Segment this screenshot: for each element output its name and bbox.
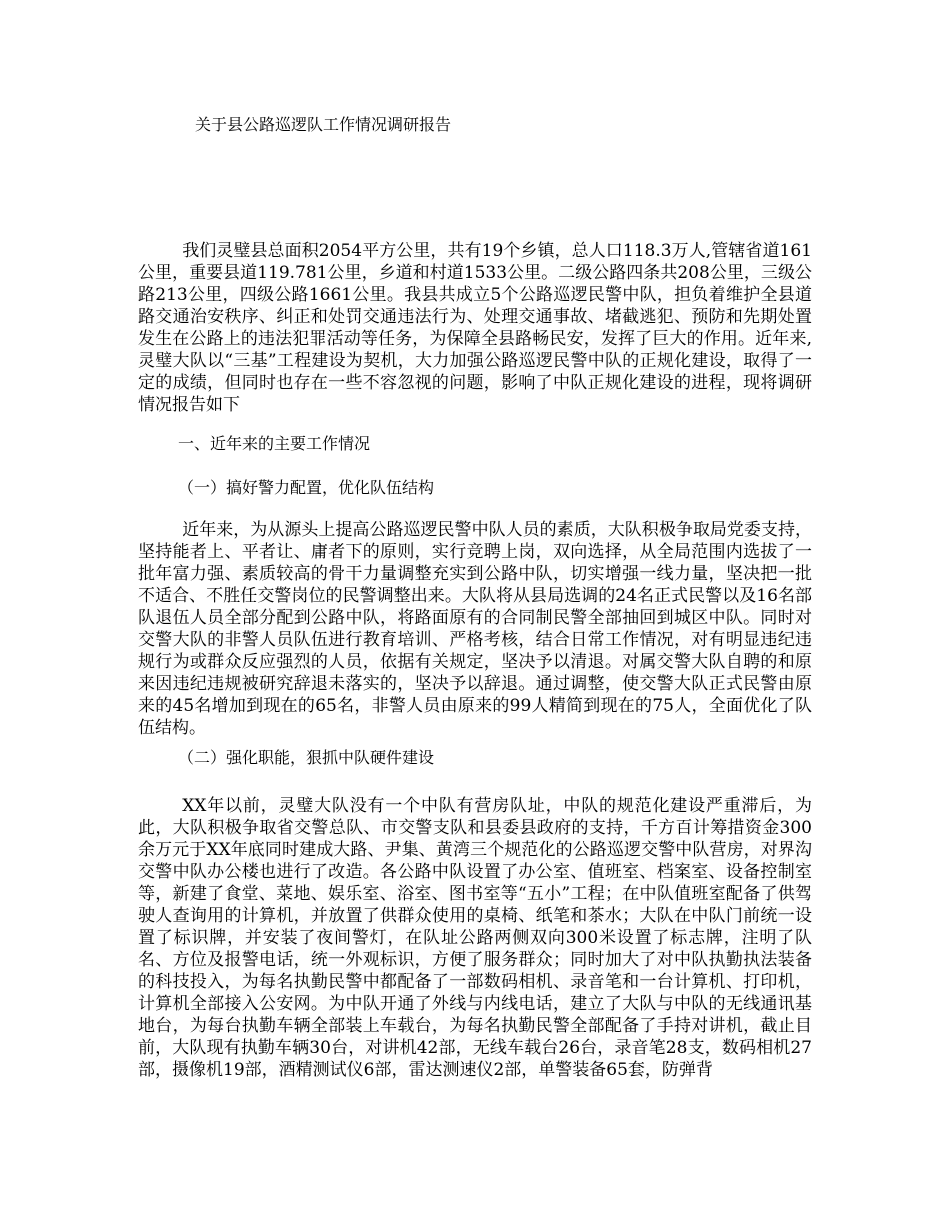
body-paragraph-2: 近年来，为从源头上提高公路巡逻民警中队人员的素质，大队积极争取局党委支持，坚持能者上、平者让、庸者下的原则，实行竞聘上岗，双向选择，从全局范围内选拔了一批年富力强、素质较高的骨干力量调整充实到公路中队，切实增强一线力量，坚决把一批不适合、不胜任交警岗位的民警调整出来。大队将从县局选调的24名正式民警以及16名部队退伍人员全部分配到公路中队，将路面原有的合同制民警全部抽回到城区中队。同时对交警大队的非警人员队伍进行教育培训、严格考核，结合日常工作情况，对有明显违纪违规行为或群众反应强烈的人员，依据有关规定，坚决予以清退。对属交警大队自聘的和原来因违纪违规被研究辞退未落实的，坚决予以辞退。通过调整，使交警大队正式民警由原来的45名增加到现在的65名，非警人员由原来的99人精简到现在的75人，全面优化了队伍结构。 <box>138 520 812 738</box>
section-heading-1: 一、近年来的主要工作情况 <box>178 434 371 453</box>
body-paragraph-3: XX年以前，灵璧大队没有一个中队有营房队址，中队的规范化建设严重滞后，为此，大队积极争取省交警总队、市交警支队和县委县政府的支持，千方百计筹措资金300余万元于XX年底同时建成大路、尹集、黄湾三个规范化的公路巡逻交警中队营房，对界沟交警中队办公楼也进行了改造。各公路中队设置了办公室、值班室、档案室、设备控制室等，新建了食堂、菜地、娱乐室、浴室、图书室等“五小”工程；在中队值班室配备了供驾驶人查询用的计算机，并放置了供群众使用的桌椅、纸笔和茶水；大队在中队门前统一设置了标识牌，并安装了夜间警灯，在队址公路两侧双向300米设置了标志牌，注明了队名、方位及报警电话，统一外观标识，方便了服务群众；同时加大了对中队执勤执法装备的科技投入，为每名执勤民警中都配备了一部数码相机、录音笔和一台计算机、打印机，计算机全部接入公安网。为中队开通了外线与内线电话，建立了大队与中队的无线通讯基地台，为每台执勤车辆全部装上车载台，为每名执勤民警全部配备了手持对讲机，截止目前，大队现有执勤车辆30台，对讲机42部，无线车载台26台，录音笔28支，数码相机27部，摄像机19部，酒精测试仪6部，雷达测速仪2部，单警装备65套，防弹背 <box>138 796 812 1080</box>
subsection-heading-2: （二）强化职能，狠抓中队硬件建设 <box>178 748 435 767</box>
body-paragraph-1: 我们灵璧县总面积2054平方公里，共有19个乡镇，总人口118.3万人,管辖省道161公里，重要县道119.781公里，乡道和村道1533公里。二级公路四条共208公里，三级公路213公里，四级公路1661公里。我县共成立5个公路巡逻民警中队，担负着维护全县道路交通治安秩序、纠正和处罚交通违法行为、处理交通事故、堵截逃犯、预防和先期处置发生在公路上的违法犯罪活动等任务，为保障全县路畅民安，发挥了巨大的作用。近年来,灵璧大队以“三基”工程建设为契机，大力加强公路巡逻民警中队的正规化建设，取得了一定的成绩，但同时也存在一些不容忽视的问题，影响了中队正规化建设的进程，现将调研情况报告如下 <box>138 241 812 415</box>
subsection-heading-1: （一）搞好警力配置，优化队伍结构 <box>178 478 435 497</box>
document-title: 关于县公路巡逻队工作情况调研报告 <box>195 115 452 134</box>
